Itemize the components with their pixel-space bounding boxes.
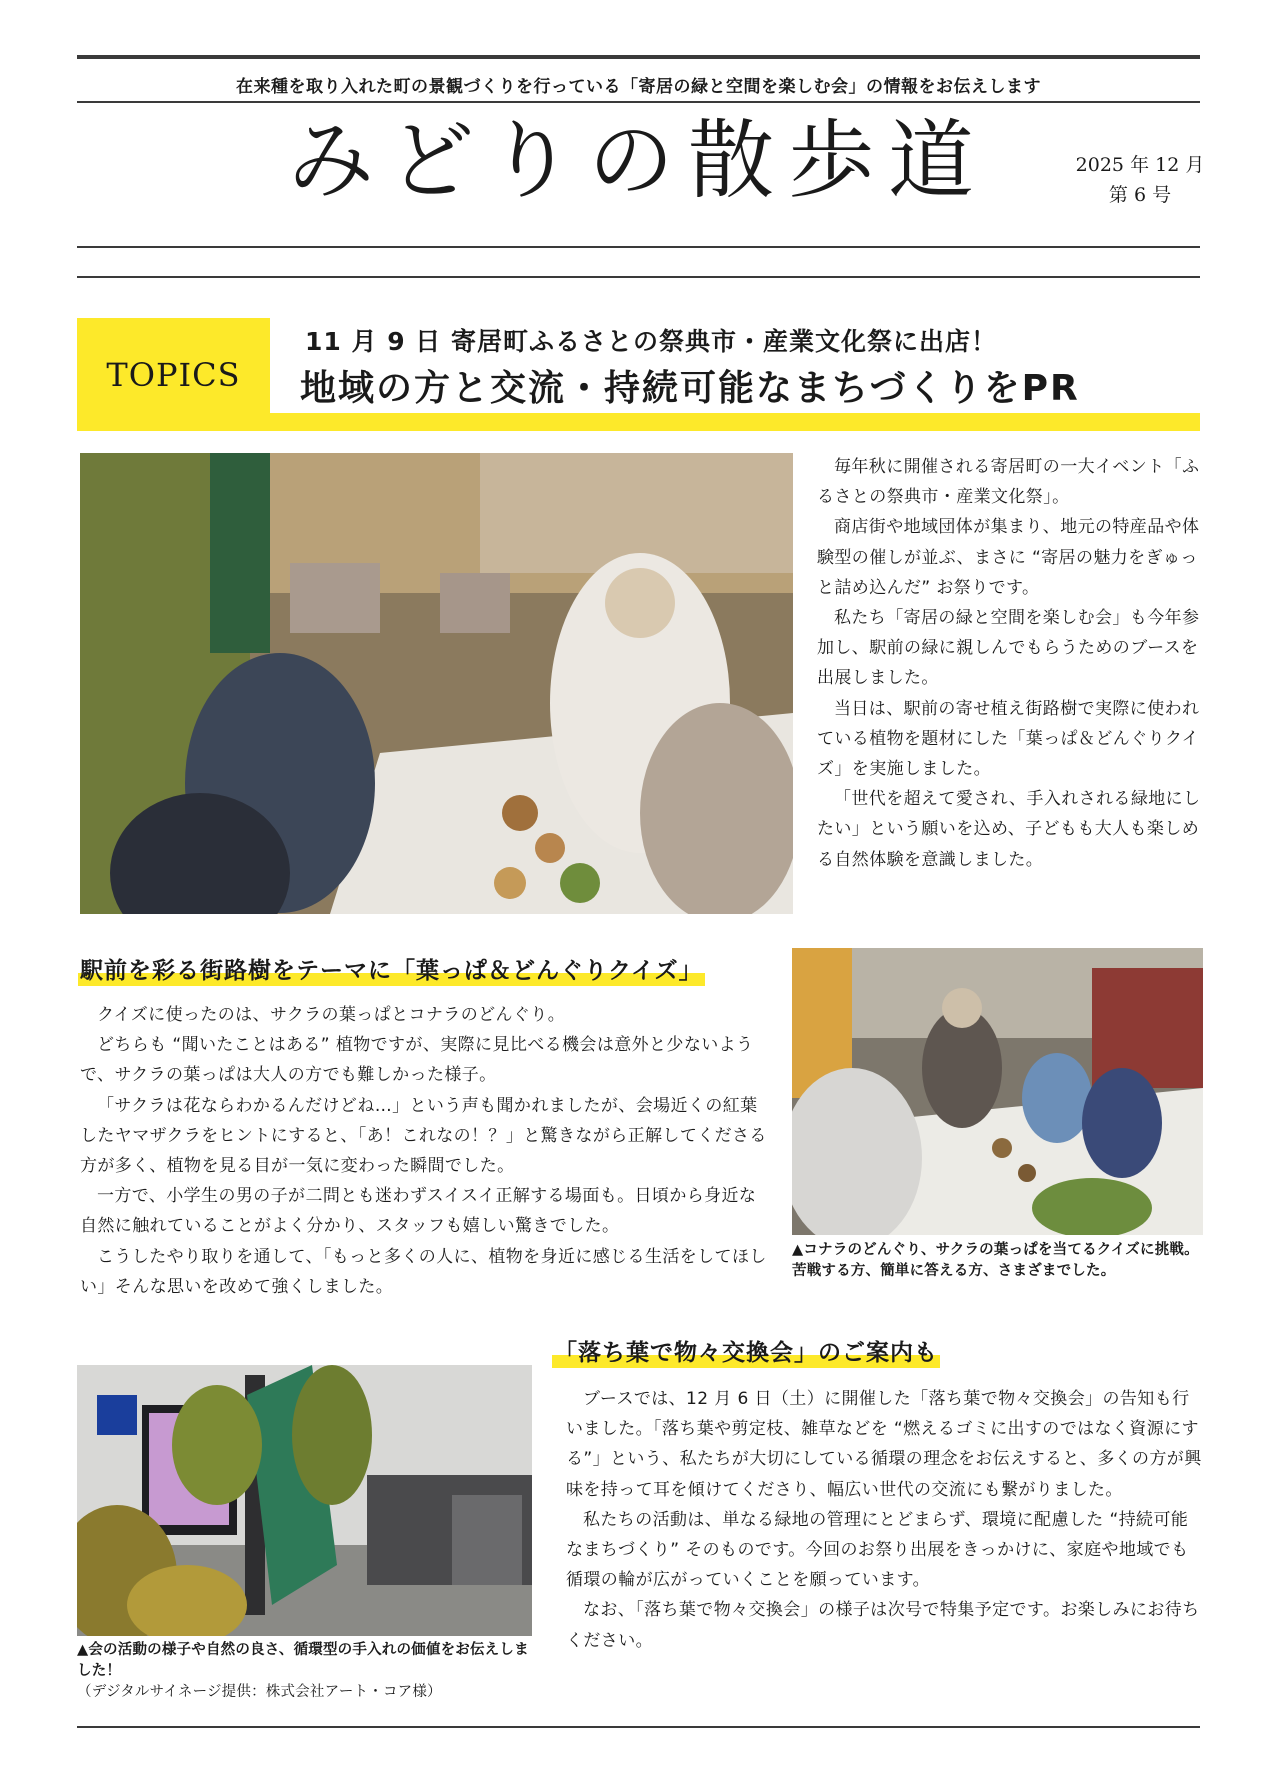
exchange-paragraph: 私たちの活動は、単なる緑地の管理にとどまらず、環境に配慮した “持続可能なまちづくり” そのものです。今回のお祭り出展をきっかけに、家庭や地域でも循環の輪が広がっていくことを願っています。 xyxy=(566,1509,1189,1591)
quiz-photo-caption: ▲コナラのどんぐり、サクラの葉っぱを当てるクイズに挑戦。苦戦する方、簡単に答える方、さまざまでした。 xyxy=(792,1242,1199,1279)
topics-headline: 地域の方と交流・持続可能なまちづくりをPR xyxy=(300,368,1080,409)
signage-photo-caption xyxy=(77,1640,537,1703)
top-rule xyxy=(77,55,1200,59)
quiz-paragraph: こうしたやり取りを通して、「もっと多くの人に、植物を身近に感じる生活をしてほしい」そんな思いを改めて強くしました。 xyxy=(80,1246,767,1297)
signage-credit: （デジタルサイネージ提供：株式会社アート・コア様） xyxy=(77,1684,442,1700)
quiz-paragraph: クイズに使ったのは、サクラの葉っぱとコナラのどんぐり。 xyxy=(97,1005,566,1025)
header-rule-2 xyxy=(77,276,1200,278)
intro-paragraph: 「世代を超えて愛され、手入れされる緑地にしたい」という願いを込め、子どもも大人も楽しめる自然体験を意識しました。 xyxy=(817,789,1201,870)
bottom-rule xyxy=(77,1726,1200,1728)
quiz-heading: 駅前を彩る街路樹をテーマに「葉っぱ＆どんぐりクイズ」 xyxy=(78,952,705,986)
topics-subtitle: 11 月 9 日 寄居町ふるさとの祭典市・産業文化祭に出店！ xyxy=(305,327,998,356)
quiz-paragraph: 「サクラは花ならわかるんだけどね…」という声も聞かれましたが、会場近くの紅葉したヤマザクラをヒントにすると、「あ！これなの！？」と驚きながら正解してくださる方が多く、植物を見る目が一気に変わった瞬間でした。 xyxy=(80,1095,767,1177)
newsletter-title: みどりの散歩道 xyxy=(288,111,988,211)
intro-paragraph: 商店街や地域団体が集まり、地元の特産品や体験型の催しが並ぶ、まさに “寄居の魅力をぎゅっと詰め込んだ” お祭りです。 xyxy=(817,517,1200,598)
issue-date: 2025 年 12 月 xyxy=(1075,154,1205,176)
topics-label: TOPICS xyxy=(77,318,270,431)
exchange-text xyxy=(566,1384,1202,1656)
exchange-heading: 「落ち葉で物々交換会」のご案内も xyxy=(552,1334,940,1368)
signage-caption-text: ▲会の活動の様子や自然の良さ、循環型の手入れの価値をお伝えしました！ xyxy=(77,1642,529,1679)
tagline: 在来種を取り入れた町の景観づくりを行っている「寄居の緑と空間を楽しむ会」の情報をお伝えします xyxy=(236,77,1041,97)
intro-paragraph: 当日は、駅前の寄せ植え街路樹で実際に使われている植物を題材にした「葉っぱ＆どんぐりクイズ」を実施しました。 xyxy=(817,698,1200,780)
intro-paragraph: 毎年秋に開催される寄居町の一大イベント「ふるさとの祭典市・産業文化祭」。 xyxy=(817,457,1200,508)
intro-paragraph: 私たち「寄居の緑と空間を楽しむ会」も今年参加し、駅前の緑に親しんでもらうためのブースを出展しました。 xyxy=(817,608,1200,689)
quiz-paragraph: 一方で、小学生の男の子が二問とも迷わずスイスイ正解する場面も。日頃から身近な自然に触れていることがよく分かり、スタッフも嬉しい驚きでした。 xyxy=(80,1186,757,1237)
quiz-paragraph: どちらも “聞いたことはある” 植物ですが、実際に見比べる機会は意外と少ないようで、サクラの葉っぱは大人の方でも難しかった様子。 xyxy=(80,1035,754,1086)
header-rule-1 xyxy=(77,246,1200,248)
signage-photo xyxy=(77,1365,532,1636)
quiz-photo xyxy=(792,948,1203,1235)
issue-number: 第 6 号 xyxy=(1108,184,1172,206)
intro-text xyxy=(817,452,1205,875)
exchange-paragraph: なお、「落ち葉で物々交換会」の様子は次号で特集予定です。お楽しみにお待ちください。 xyxy=(566,1600,1200,1651)
issue-info xyxy=(1070,150,1210,210)
exchange-paragraph: ブースでは、12 月 6 日（土）に開催した「落ち葉で物々交換会」の告知も行いました。「落ち葉や剪定枝、雑草などを “燃えるゴミに出すのではなく資源にする”」という、私たちが大切にしている循環の理念をお伝えすると、多くの方が興味を持って耳を傾けてくださり、幅広い世代の交流にも繋がりました。 xyxy=(566,1389,1202,1500)
booth-photo-main xyxy=(80,453,793,914)
tagline-rule xyxy=(77,101,1200,103)
topics-underline xyxy=(270,413,1200,431)
quiz-text xyxy=(80,1000,767,1302)
